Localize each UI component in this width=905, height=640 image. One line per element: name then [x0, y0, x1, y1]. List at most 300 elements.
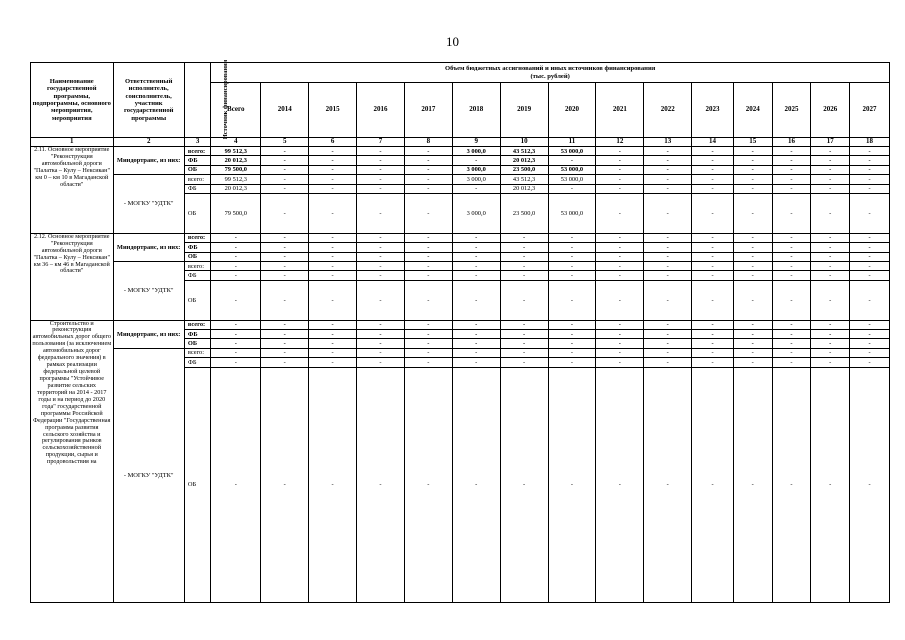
- header-funding-title: Объем бюджетных ассигнований и иных источников финансирования: [445, 65, 656, 73]
- amount-year: -: [404, 252, 452, 261]
- amount-year: -: [309, 339, 357, 348]
- amount-year: -: [772, 367, 811, 602]
- measure-name: 2.12. Основное мероприятие "Реконструкция автомобильной дороги "Палатка – Кулу – Нексикан" км 36 – км 46 в Магаданской области": [31, 233, 114, 320]
- amount-year: -: [261, 329, 309, 338]
- amount-year: -: [452, 261, 500, 270]
- amount-year: -: [548, 271, 596, 280]
- amount-year: -: [772, 271, 811, 280]
- column-number: 7: [357, 138, 405, 147]
- amount-year: -: [733, 320, 772, 329]
- amount-year: -: [500, 271, 548, 280]
- amount-year: -: [733, 261, 772, 270]
- column-number: 15: [733, 138, 772, 147]
- amount-year: -: [733, 147, 772, 156]
- amount-year: -: [452, 329, 500, 338]
- amount-year: -: [548, 184, 596, 193]
- header-year: 2023: [692, 83, 734, 138]
- amount-year: -: [811, 320, 850, 329]
- amount-year: -: [692, 320, 734, 329]
- amount-year: -: [596, 233, 644, 242]
- amount-year: -: [644, 233, 692, 242]
- amount-year: 53 000,0: [548, 175, 596, 184]
- amount-year: -: [548, 329, 596, 338]
- amount-year: -: [733, 194, 772, 234]
- amount-year: -: [309, 280, 357, 320]
- page-number: 10: [446, 34, 459, 49]
- amount-year: -: [596, 339, 644, 348]
- amount-year: -: [357, 339, 405, 348]
- amount-year: -: [733, 339, 772, 348]
- funding-source: всего:: [184, 261, 210, 270]
- column-number: 11: [548, 138, 596, 147]
- funding-source: ФБ: [184, 358, 210, 367]
- amount-year: -: [500, 280, 548, 320]
- funding-source: ОБ: [184, 339, 210, 348]
- amount-year: -: [811, 329, 850, 338]
- amount-year: 53 000,0: [548, 194, 596, 234]
- column-number: 17: [811, 138, 850, 147]
- amount-year: -: [692, 339, 734, 348]
- amount-year: -: [404, 243, 452, 252]
- amount-year: -: [357, 261, 405, 270]
- amount-year: -: [596, 271, 644, 280]
- amount-year: -: [404, 165, 452, 174]
- amount-total: -: [211, 243, 261, 252]
- amount-total: 20 012,3: [211, 156, 261, 165]
- amount-year: -: [692, 243, 734, 252]
- amount-year: -: [261, 271, 309, 280]
- amount-year: -: [261, 156, 309, 165]
- amount-year: -: [811, 156, 850, 165]
- column-number: 5: [261, 138, 309, 147]
- amount-total: -: [211, 320, 261, 329]
- amount-year: -: [644, 280, 692, 320]
- amount-year: -: [596, 175, 644, 184]
- amount-year: -: [850, 252, 890, 261]
- amount-year: -: [452, 320, 500, 329]
- amount-year: -: [261, 320, 309, 329]
- amount-year: -: [692, 280, 734, 320]
- amount-year: -: [452, 184, 500, 193]
- header-year: 2026: [811, 83, 850, 138]
- amount-year: -: [309, 194, 357, 234]
- amount-year: -: [772, 320, 811, 329]
- amount-year: -: [733, 271, 772, 280]
- amount-year: -: [644, 194, 692, 234]
- amount-year: 3 000,0: [452, 175, 500, 184]
- amount-year: -: [452, 271, 500, 280]
- amount-year: -: [261, 175, 309, 184]
- column-number: 1: [31, 138, 114, 147]
- amount-year: -: [357, 243, 405, 252]
- amount-year: -: [692, 156, 734, 165]
- amount-year: -: [850, 271, 890, 280]
- funding-table: [30, 62, 890, 603]
- amount-year: 43 512,3: [500, 147, 548, 156]
- amount-year: -: [309, 243, 357, 252]
- header-year: 2027: [850, 83, 890, 138]
- amount-total: 99 512,3: [211, 147, 261, 156]
- column-number: 16: [772, 138, 811, 147]
- measure-name: 2.11. Основное мероприятие "Реконструкция автомобильной дороги "Палатка – Кулу – Нексикан" км 0 – км 10 в Магаданской области": [31, 147, 114, 234]
- measure-name: Строительство и реконструкция автомобильных дорог общего пользования (за исключением автомобильных дорог федерального значения) в рамках реализации федеральной целевой программы "Устойчивое развитие сельских территорий на 2014 - 2017 годы и на период до 2020 года" государственной программы Российской Федерации "Государственная программа развития сельского хозяйства и регулирования рынков сельскохозяйственной продукции, сырья и продовольствия на: [31, 320, 114, 602]
- amount-year: -: [404, 329, 452, 338]
- amount-year: -: [309, 175, 357, 184]
- amount-year: -: [404, 233, 452, 242]
- amount-year: 53 000,0: [548, 147, 596, 156]
- executor-name: Миндортранс, из них:: [113, 233, 184, 261]
- amount-year: -: [357, 271, 405, 280]
- amount-year: -: [548, 339, 596, 348]
- amount-year: -: [772, 339, 811, 348]
- amount-year: -: [644, 261, 692, 270]
- amount-year: -: [733, 184, 772, 193]
- amount-year: -: [452, 252, 500, 261]
- amount-year: -: [772, 329, 811, 338]
- header-total: Всего: [211, 83, 261, 138]
- amount-year: -: [811, 194, 850, 234]
- amount-year: -: [357, 252, 405, 261]
- amount-year: -: [596, 261, 644, 270]
- header-year: 2025: [772, 83, 811, 138]
- table-row: [31, 348, 890, 357]
- amount-year: -: [500, 233, 548, 242]
- amount-year: 20 012,3: [500, 156, 548, 165]
- amount-year: -: [850, 367, 890, 602]
- amount-year: -: [811, 175, 850, 184]
- amount-year: -: [357, 329, 405, 338]
- executor-name: Миндортранс, из них:: [113, 147, 184, 175]
- amount-year: -: [644, 320, 692, 329]
- amount-year: 3 000,0: [452, 147, 500, 156]
- amount-year: 3 000,0: [452, 165, 500, 174]
- executor-name: Миндортранс, из них:: [113, 320, 184, 348]
- amount-year: -: [692, 358, 734, 367]
- amount-year: -: [772, 358, 811, 367]
- amount-total: -: [211, 252, 261, 261]
- amount-year: -: [644, 329, 692, 338]
- amount-year: -: [772, 348, 811, 357]
- amount-year: -: [811, 165, 850, 174]
- column-number: 10: [500, 138, 548, 147]
- amount-year: -: [357, 280, 405, 320]
- amount-year: -: [811, 348, 850, 357]
- amount-year: -: [733, 175, 772, 184]
- amount-year: -: [850, 261, 890, 270]
- amount-total: 79 500,0: [211, 194, 261, 234]
- amount-year: -: [850, 184, 890, 193]
- amount-year: -: [811, 271, 850, 280]
- amount-year: -: [733, 329, 772, 338]
- column-number: 12: [596, 138, 644, 147]
- amount-year: -: [644, 165, 692, 174]
- amount-year: 20 012,3: [500, 184, 548, 193]
- funding-source: ФБ: [184, 243, 210, 252]
- amount-year: -: [309, 358, 357, 367]
- amount-year: -: [772, 261, 811, 270]
- column-number: 3: [184, 138, 210, 147]
- amount-year: -: [548, 261, 596, 270]
- amount-year: -: [811, 252, 850, 261]
- amount-year: -: [772, 184, 811, 193]
- column-number: 9: [452, 138, 500, 147]
- header-year: 2024: [733, 83, 772, 138]
- header-year: 2014: [261, 83, 309, 138]
- amount-year: -: [452, 233, 500, 242]
- amount-year: -: [811, 358, 850, 367]
- amount-year: -: [850, 348, 890, 357]
- amount-year: -: [811, 147, 850, 156]
- amount-year: -: [850, 233, 890, 242]
- amount-year: -: [357, 184, 405, 193]
- amount-year: -: [548, 367, 596, 602]
- amount-year: -: [548, 243, 596, 252]
- table-row: [31, 261, 890, 270]
- amount-year: -: [404, 184, 452, 193]
- amount-year: -: [452, 280, 500, 320]
- amount-year: -: [404, 358, 452, 367]
- amount-year: -: [596, 280, 644, 320]
- amount-total: -: [211, 358, 261, 367]
- amount-year: -: [850, 175, 890, 184]
- header-funding: [211, 63, 890, 83]
- amount-year: -: [404, 175, 452, 184]
- amount-year: -: [452, 367, 500, 602]
- amount-year: -: [404, 339, 452, 348]
- funding-source: всего:: [184, 147, 210, 156]
- amount-year: -: [404, 271, 452, 280]
- header-funding-units: (тыс. рублей): [530, 72, 570, 80]
- amount-year: -: [261, 194, 309, 234]
- amount-year: -: [733, 233, 772, 242]
- column-number: 2: [113, 138, 184, 147]
- amount-year: -: [404, 261, 452, 270]
- amount-total: -: [211, 280, 261, 320]
- amount-year: -: [357, 147, 405, 156]
- amount-year: -: [733, 358, 772, 367]
- amount-total: 99 512,3: [211, 175, 261, 184]
- amount-year: -: [261, 367, 309, 602]
- funding-source: ОБ: [184, 280, 210, 320]
- amount-year: -: [811, 233, 850, 242]
- table-row: [31, 147, 890, 156]
- amount-year: 43 512,3: [500, 175, 548, 184]
- executor-name: - МОГКУ "УДТК": [113, 261, 184, 320]
- amount-year: -: [850, 147, 890, 156]
- funding-source: всего:: [184, 320, 210, 329]
- amount-year: -: [309, 233, 357, 242]
- amount-year: -: [733, 156, 772, 165]
- amount-year: -: [733, 348, 772, 357]
- header-year: 2020: [548, 83, 596, 138]
- funding-source: ОБ: [184, 252, 210, 261]
- amount-year: -: [309, 271, 357, 280]
- amount-year: -: [644, 243, 692, 252]
- amount-year: -: [309, 184, 357, 193]
- amount-year: -: [261, 165, 309, 174]
- amount-year: -: [404, 367, 452, 602]
- amount-year: -: [596, 358, 644, 367]
- amount-year: -: [692, 367, 734, 602]
- amount-year: -: [452, 243, 500, 252]
- amount-year: -: [772, 243, 811, 252]
- column-number: 13: [644, 138, 692, 147]
- amount-year: -: [772, 147, 811, 156]
- amount-year: -: [452, 339, 500, 348]
- column-number: 8: [404, 138, 452, 147]
- amount-year: -: [596, 320, 644, 329]
- header-year: 2017: [404, 83, 452, 138]
- amount-total: -: [211, 329, 261, 338]
- amount-year: -: [261, 252, 309, 261]
- amount-year: -: [309, 329, 357, 338]
- amount-year: -: [692, 252, 734, 261]
- amount-year: -: [692, 194, 734, 234]
- amount-year: -: [261, 348, 309, 357]
- amount-year: -: [692, 271, 734, 280]
- amount-year: -: [309, 165, 357, 174]
- amount-year: -: [772, 252, 811, 261]
- amount-year: -: [261, 280, 309, 320]
- amount-year: -: [850, 165, 890, 174]
- amount-total: -: [211, 233, 261, 242]
- amount-total: -: [211, 367, 261, 602]
- amount-year: -: [261, 358, 309, 367]
- funding-source: ФБ: [184, 329, 210, 338]
- header-year: 2016: [357, 83, 405, 138]
- funding-source: ОБ: [184, 165, 210, 174]
- header-year: 2018: [452, 83, 500, 138]
- amount-year: -: [692, 165, 734, 174]
- amount-year: -: [596, 147, 644, 156]
- amount-year: -: [596, 367, 644, 602]
- amount-year: -: [692, 261, 734, 270]
- funding-source: ФБ: [184, 156, 210, 165]
- amount-year: -: [596, 184, 644, 193]
- amount-year: -: [733, 280, 772, 320]
- amount-year: -: [357, 348, 405, 357]
- funding-source: всего:: [184, 348, 210, 357]
- amount-total: -: [211, 271, 261, 280]
- amount-year: -: [644, 271, 692, 280]
- amount-year: -: [733, 367, 772, 602]
- amount-year: -: [811, 243, 850, 252]
- amount-year: -: [548, 233, 596, 242]
- amount-year: -: [309, 252, 357, 261]
- amount-year: -: [404, 194, 452, 234]
- amount-year: -: [596, 156, 644, 165]
- amount-year: -: [500, 320, 548, 329]
- amount-year: -: [500, 339, 548, 348]
- amount-year: -: [357, 233, 405, 242]
- header-year: 2019: [500, 83, 548, 138]
- table-row: [31, 175, 890, 184]
- amount-year: -: [644, 339, 692, 348]
- amount-year: -: [772, 156, 811, 165]
- amount-year: -: [404, 156, 452, 165]
- amount-year: -: [309, 348, 357, 357]
- amount-year: -: [811, 280, 850, 320]
- amount-total: -: [211, 339, 261, 348]
- amount-year: -: [309, 261, 357, 270]
- amount-year: -: [596, 243, 644, 252]
- amount-year: -: [596, 329, 644, 338]
- amount-year: -: [811, 261, 850, 270]
- amount-year: -: [309, 320, 357, 329]
- column-number: 6: [309, 138, 357, 147]
- amount-year: -: [261, 233, 309, 242]
- amount-year: -: [596, 252, 644, 261]
- amount-year: -: [850, 243, 890, 252]
- amount-year: -: [692, 329, 734, 338]
- amount-year: -: [644, 367, 692, 602]
- table-row: [31, 320, 890, 329]
- amount-year: -: [850, 280, 890, 320]
- amount-year: -: [404, 320, 452, 329]
- amount-year: -: [692, 184, 734, 193]
- amount-year: -: [548, 358, 596, 367]
- amount-year: -: [404, 348, 452, 357]
- column-number: 14: [692, 138, 734, 147]
- funding-source: всего:: [184, 233, 210, 242]
- header-responsible: Ответственный исполнитель, соисполнитель, участник государственной программы: [113, 63, 184, 138]
- amount-year: -: [772, 165, 811, 174]
- amount-year: -: [692, 348, 734, 357]
- amount-year: -: [733, 243, 772, 252]
- amount-year: -: [357, 175, 405, 184]
- amount-year: -: [500, 358, 548, 367]
- amount-year: 53 000,0: [548, 165, 596, 174]
- amount-year: -: [500, 367, 548, 602]
- amount-total: -: [211, 348, 261, 357]
- amount-year: -: [357, 194, 405, 234]
- funding-source: ОБ: [184, 194, 210, 234]
- amount-year: -: [452, 358, 500, 367]
- amount-year: -: [261, 261, 309, 270]
- column-number: 4: [211, 138, 261, 147]
- amount-year: -: [261, 243, 309, 252]
- amount-year: -: [772, 194, 811, 234]
- table-row: [31, 233, 890, 242]
- amount-year: -: [692, 233, 734, 242]
- amount-year: -: [772, 280, 811, 320]
- amount-year: -: [548, 320, 596, 329]
- amount-year: -: [850, 156, 890, 165]
- amount-year: -: [850, 329, 890, 338]
- amount-year: -: [733, 165, 772, 174]
- amount-year: -: [357, 367, 405, 602]
- amount-year: -: [850, 320, 890, 329]
- amount-total: 79 500,0: [211, 165, 261, 174]
- amount-year: -: [644, 252, 692, 261]
- amount-year: -: [261, 147, 309, 156]
- amount-year: -: [500, 329, 548, 338]
- amount-year: -: [548, 348, 596, 357]
- amount-year: -: [261, 339, 309, 348]
- amount-year: -: [261, 184, 309, 193]
- amount-year: -: [357, 320, 405, 329]
- header-name: Наименование государственной программы, подпрограммы, основного мероприятия, мероприятия: [31, 63, 114, 138]
- amount-year: -: [811, 184, 850, 193]
- amount-year: -: [596, 194, 644, 234]
- column-number: 18: [850, 138, 890, 147]
- amount-year: -: [644, 184, 692, 193]
- amount-year: -: [692, 147, 734, 156]
- amount-year: -: [644, 147, 692, 156]
- amount-year: -: [404, 280, 452, 320]
- amount-year: 3 000,0: [452, 194, 500, 234]
- amount-year: -: [500, 243, 548, 252]
